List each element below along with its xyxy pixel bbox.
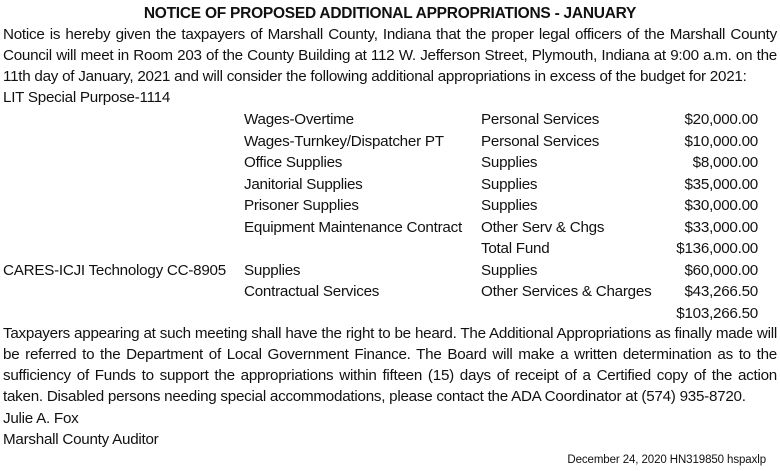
row-amount: $8,000.00: [692, 154, 758, 171]
table-row: [0, 152, 780, 174]
notice-title: NOTICE OF PROPOSED ADDITIONAL APPROPRIATIONS - JANUARY: [143, 5, 637, 22]
row-item: Office Supplies: [244, 154, 343, 171]
row-item: Wages-Turnkey/Dispatcher PT: [244, 132, 444, 150]
table-row: [0, 281, 780, 303]
row-item: Supplies: [244, 261, 301, 279]
table-row: [0, 131, 780, 153]
row-amount: $20,000.00: [684, 111, 758, 128]
row-amount: $60,000.00: [684, 261, 758, 279]
table-row: [0, 109, 780, 131]
table-row: [0, 174, 780, 196]
row-category: Other Serv & Chgs: [481, 218, 605, 236]
row-category: Supplies: [481, 175, 538, 193]
row-amount: $103,266.50: [676, 304, 758, 322]
row-category: Supplies: [481, 261, 538, 279]
fund-name-lit: LIT Special Purpose-1114: [3, 89, 171, 106]
row-amount: $30,000.00: [684, 197, 758, 214]
notice-body-paragraph: Taxpayers appearing at such meeting shall have the right to be heard. The Additional Appropriations as finally made will be referred to the Department of Local Government Finance. The Board will make a written determination as to the sufficiency of Funds to support the appropriations within fifteen (15) days of receipt of a Certified copy of the action taken. Disabled persons needing special accommodations, please contact the ADA Coordinator at (574) 935-8720.: [3, 325, 777, 405]
publication-footer: December 24, 2020 HN319850 hspaxlp: [567, 454, 766, 466]
notice-intro-paragraph: Notice is hereby given the taxpayers of Marshall County, Indiana that the proper legal officers of the Marshall County Council will meet in Room 203 of the County Building at 112 W. Jefferson Street, Plymouth, Indiana at 9:00 a.m. on the 11th day of January, 2021 and will consider the following additional appropriations in excess of the budget for 2021:: [3, 26, 777, 85]
table-row: [0, 217, 780, 239]
row-item: Wages-Overtime: [244, 111, 354, 128]
appropriations-table: [0, 109, 780, 324]
row-item: Janitorial Supplies: [244, 175, 363, 193]
table-row-total-fund: [0, 238, 780, 260]
table-row-total: [0, 303, 780, 325]
row-item: Prisoner Supplies: [244, 197, 359, 214]
row-amount: $136,000.00: [676, 240, 758, 257]
row-category: Personal Services: [481, 132, 600, 150]
row-category: Supplies: [481, 154, 538, 171]
row-fund: CARES-ICJI Technology CC-8905: [3, 261, 226, 279]
row-amount: $33,000.00: [684, 218, 758, 236]
row-amount: $10,000.00: [684, 132, 758, 150]
row-category: Supplies: [481, 197, 538, 214]
row-item: Contractual Services: [244, 283, 380, 300]
row-category: Other Services & Charges: [481, 283, 652, 300]
table-row: [0, 195, 780, 217]
table-row: [0, 260, 780, 282]
row-category: Personal Services: [481, 111, 600, 128]
row-amount: $35,000.00: [684, 175, 758, 193]
signatory-name: Julie A. Fox: [3, 410, 79, 427]
row-amount: $43,266.50: [684, 283, 758, 300]
row-item: Equipment Maintenance Contract: [244, 218, 462, 236]
signatory-title: Marshall County Auditor: [3, 431, 159, 448]
row-category: Total Fund: [481, 240, 550, 257]
